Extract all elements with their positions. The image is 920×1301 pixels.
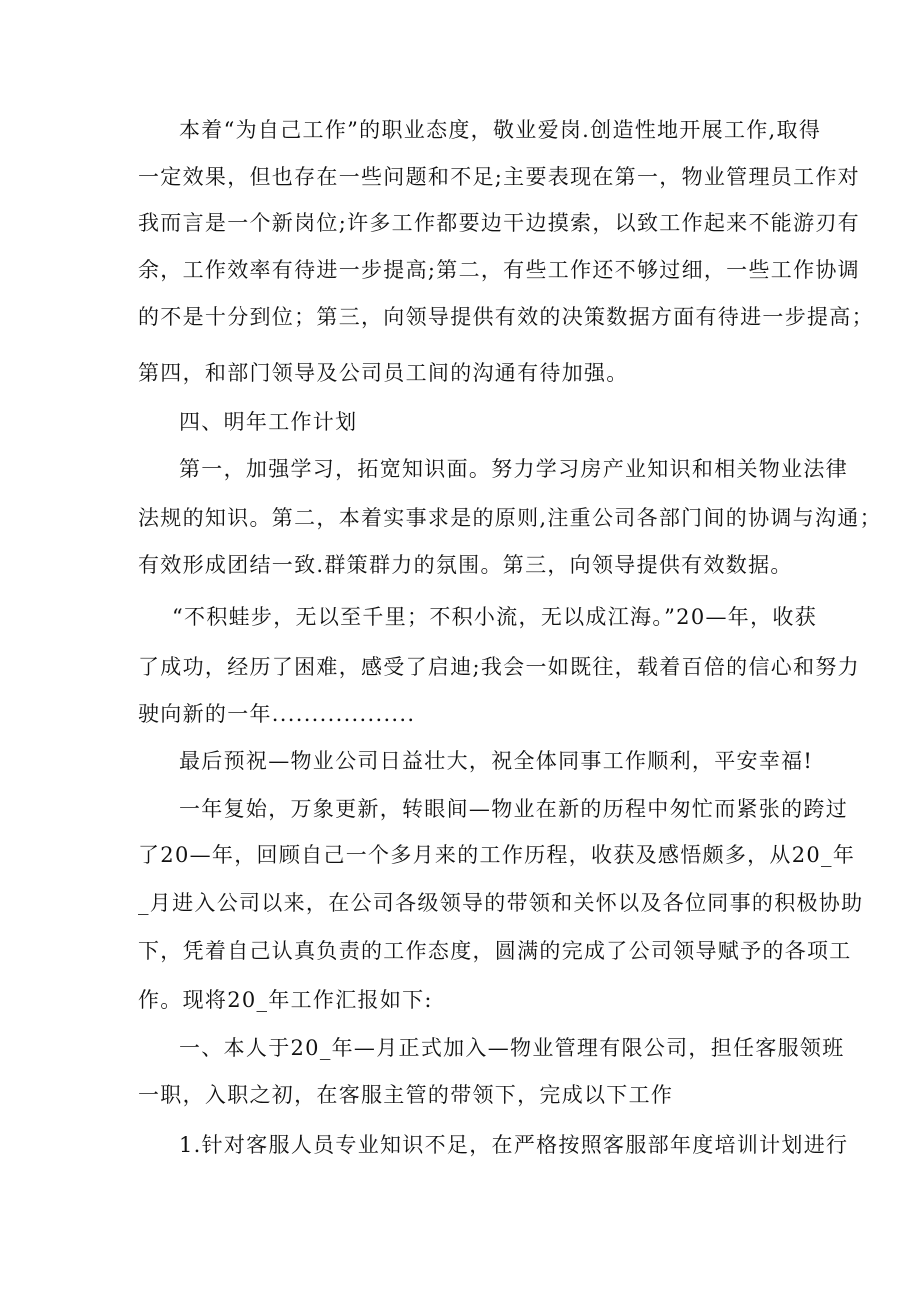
text-line: 了成功，经历了困难，感受了启迪;我会一如既往，载着百倍的信心和努力 — [138, 655, 860, 679]
text-line: 第一，加强学习，拓宽知识面。努力学习房产业知识和相关物业法律 — [179, 457, 848, 481]
text-line: 第四，和部门领导及公司员工间的沟通有待加强。 — [138, 361, 629, 385]
text-line: _月进入公司以来，在公司各级领导的带领和关怀以及各位同事的积极协助 — [138, 891, 864, 915]
section-heading: 四、明年工作计划 — [179, 410, 358, 434]
text-line: 最后预祝—物业公司日益壮大，祝全体同事工作顺利，平安幸福! — [179, 749, 814, 773]
text-line: 法规的知识。第二，本着实事求是的原则,注重公司各部门间的协调与沟通； — [138, 506, 882, 530]
text-line: 我而言是一个新岗位;许多工作都要边干边摸索，以致工作起来不能游刃有 — [138, 211, 860, 235]
text-line: 一年复始，万象更新，转眼间—物业在新的历程中匆忙而紧张的跨过 — [179, 797, 848, 821]
text-line: 一、本人于20_年—月正式加入—物业管理有限公司，担任客服领班 — [179, 1036, 845, 1060]
text-line: 一职，入职之初，在客服主管的带领下，完成以下工作 — [138, 1083, 674, 1107]
text-line: 一定效果，但也存在一些问题和不足;主要表现在第一，物业管理员工作对 — [138, 165, 860, 189]
text-line: “不积蛙步，无以至千里；不积小流，无以成江海。”20—年，收获 — [172, 605, 817, 629]
text-line: 驶向新的一年.................. — [138, 702, 416, 726]
text-line: 1.针对客服人员专业知识不足，在严格按照客服部年度培训计划进行 — [179, 1133, 849, 1157]
text-line: 作。现将20_年工作汇报如下: — [138, 988, 433, 1012]
text-line: 下，凭着自己认真负责的工作态度，圆满的完成了公司领导赋予的各项工 — [138, 939, 852, 963]
text-line: 余，工作效率有待进一步提高;第二，有些工作还不够过细，一些工作协调 — [138, 258, 860, 282]
text-line: 本着“为自己工作”的职业态度，敬业爱岗.创造性地开展工作,取得 — [179, 118, 822, 142]
text-line: 有效形成团结一致.群策群力的氛围。第三，向领导提供有效数据。 — [138, 553, 793, 577]
text-line: 的不是十分到位；第三，向领导提供有效的决策数据方面有待进一步提高； — [138, 305, 874, 329]
text-line: 了20—年，回顾自己一个多月来的工作历程，收获及感悟颇多，从20_年 — [138, 843, 856, 867]
